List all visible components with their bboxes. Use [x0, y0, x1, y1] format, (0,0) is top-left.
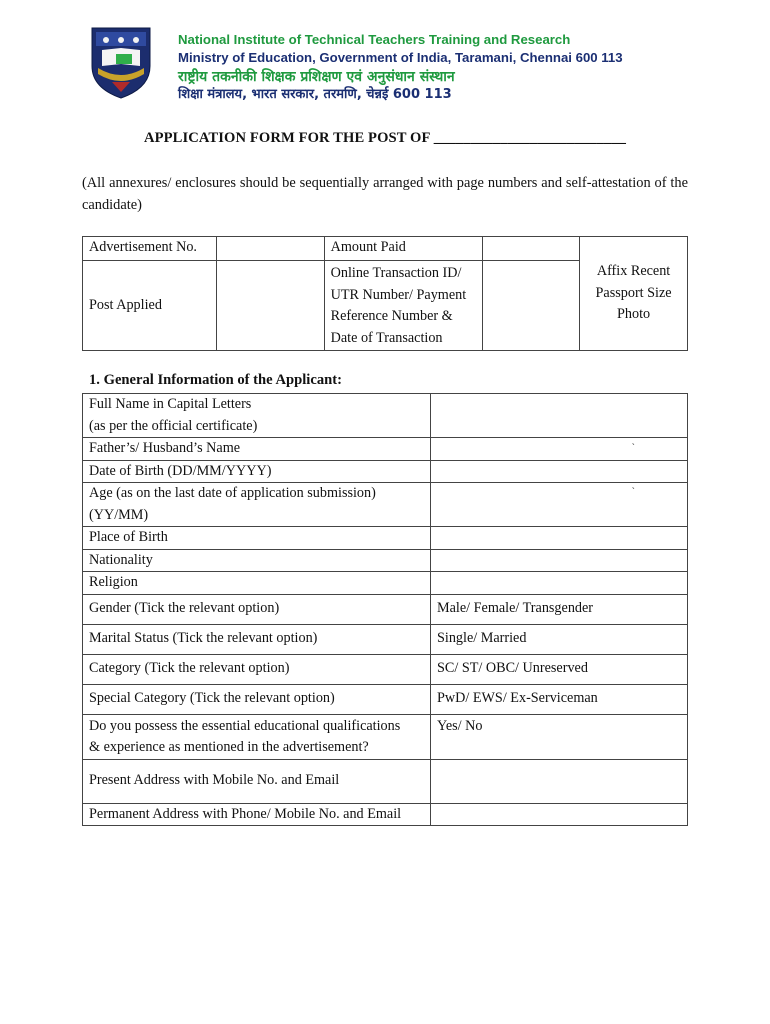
- advertisement-no-field[interactable]: [216, 237, 324, 261]
- present-address-field[interactable]: [431, 759, 688, 803]
- religion-field[interactable]: [431, 572, 688, 595]
- dob-label: Date of Birth (DD/MM/YYYY): [83, 460, 431, 483]
- photo-line: Passport Size: [595, 284, 672, 301]
- special-category-options[interactable]: PwD/ EWS/ Ex-Serviceman: [431, 684, 688, 714]
- amount-paid-label: Amount Paid: [324, 237, 483, 261]
- father-name-label: Father’s/ Husband’s Name: [83, 438, 431, 461]
- nationality-field[interactable]: [431, 549, 688, 572]
- institute-logo-emblem: [88, 26, 154, 100]
- photo-box: [580, 237, 688, 351]
- photo-line: Affix Recent: [596, 263, 671, 280]
- marital-status-options[interactable]: Single/ Married: [431, 624, 688, 654]
- post-applied-field[interactable]: [216, 261, 324, 351]
- amount-paid-field[interactable]: [483, 237, 580, 261]
- institute-header: [178, 31, 623, 104]
- advertisement-no-label: Advertisement No.: [83, 237, 217, 261]
- nationality-label: Nationality: [83, 549, 431, 572]
- transaction-label: Online Transaction ID/ UTR Number/ Payment Reference Number & Date of Transaction: [324, 261, 483, 351]
- institute-name-hindi: राष्ट्रीय तकनीकी शिक्षक प्रशिक्षण एवं अनुसंधान संस्थान: [178, 69, 455, 85]
- ministry-address-english: Ministry of Education, Government of India, Taramani, Chennai 600 113: [178, 50, 623, 65]
- general-info-table: [82, 393, 688, 826]
- ministry-address-hindi: शिक्षा मंत्रालय, भारत सरकार, तरमणि, चेन्नई 600 113: [178, 87, 452, 102]
- father-name-field[interactable]: `: [431, 438, 688, 461]
- category-options[interactable]: SC/ ST/ OBC/ Unreserved: [431, 654, 688, 684]
- present-address-label: Present Address with Mobile No. and Email: [83, 759, 431, 803]
- special-category-label: Special Category (Tick the relevant option): [83, 684, 431, 714]
- age-field[interactable]: `: [431, 483, 688, 527]
- full-name-label: Full Name in Capital Letters (as per the official certificate): [83, 394, 431, 438]
- marital-status-label: Marital Status (Tick the relevant option): [83, 624, 431, 654]
- dob-field[interactable]: [431, 460, 688, 483]
- category-label: Category (Tick the relevant option): [83, 654, 431, 684]
- qualification-label: Do you possess the essential educational qualifications & experience as mentioned in the advertisement?: [83, 714, 431, 759]
- gender-options[interactable]: Male/ Female/ Transgender: [431, 594, 688, 624]
- full-name-field[interactable]: [431, 394, 688, 438]
- form-title: APPLICATION FORM FOR THE POST OF __________________________: [143, 130, 627, 146]
- institute-name-english: National Institute of Technical Teachers Training and Research: [178, 32, 571, 47]
- instruction-note: (All annexures/ enclosures should be sequentially arranged with page numbers and self-attestation of the candidate): [82, 175, 688, 213]
- permanent-address-label: Permanent Address with Phone/ Mobile No. and Email: [83, 803, 431, 826]
- age-label: Age (as on the last date of application submission) (YY/MM): [83, 483, 431, 527]
- section-title-general-info: 1. General Information of the Applicant:: [89, 372, 342, 388]
- photo-line: Photo: [617, 306, 651, 323]
- transaction-field[interactable]: [483, 261, 580, 351]
- application-summary-table: [82, 236, 688, 351]
- place-of-birth-field[interactable]: [431, 527, 688, 550]
- place-of-birth-label: Place of Birth: [83, 527, 431, 550]
- permanent-address-field[interactable]: [431, 803, 688, 826]
- post-applied-label: Post Applied: [83, 261, 217, 351]
- religion-label: Religion: [83, 572, 431, 595]
- gender-label: Gender (Tick the relevant option): [83, 594, 431, 624]
- qualification-options[interactable]: Yes/ No: [431, 714, 688, 759]
